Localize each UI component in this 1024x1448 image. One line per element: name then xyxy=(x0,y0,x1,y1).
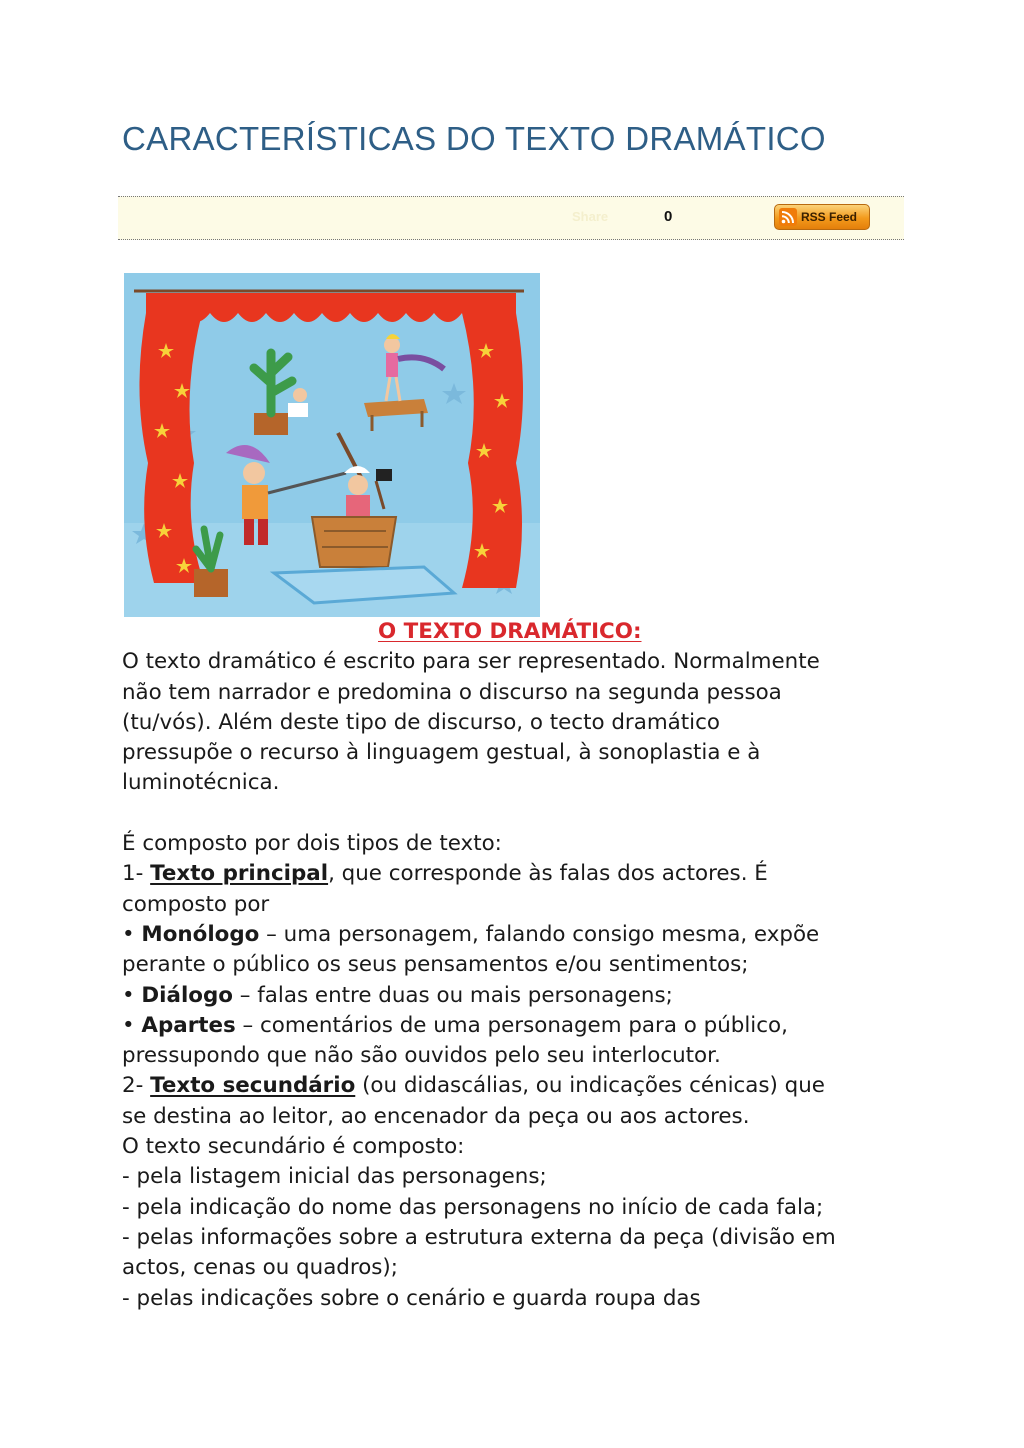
secondary-list-item: - pela indicação do nome das personagens no início de cada fala; xyxy=(122,1194,824,1220)
composition-line: É composto por dois tipos de texto: xyxy=(122,831,502,857)
rss-feed-label: RSS Feed xyxy=(801,210,858,224)
article-body xyxy=(122,617,912,1314)
theater-stage-illustration xyxy=(124,273,540,617)
bullet-dialogo xyxy=(122,981,912,1011)
share-button[interactable]: Share xyxy=(572,209,609,224)
intro-line: O texto dramático é escrito para ser representado. Normalmente xyxy=(122,649,820,675)
apartes-rest: – comentários de uma personagem para o público, xyxy=(235,1012,788,1038)
rss-feed-button[interactable] xyxy=(774,204,870,230)
item2-rest: (ou didascálias, ou indicações cénicas) que xyxy=(355,1073,825,1099)
monologo-term: Monólogo xyxy=(141,921,260,947)
texto-secundario-term: Texto secundário xyxy=(150,1073,356,1099)
dialogo-rest: – falas entre duas ou mais personagens; xyxy=(232,982,673,1008)
item1-line xyxy=(122,859,912,889)
texto-principal-term: Texto principal xyxy=(150,861,329,887)
monologo-continuation: perante o público os seus pensamentos e/ou sentimentos; xyxy=(122,952,749,978)
dialogo-term: Diálogo xyxy=(141,982,233,1008)
item1-rest: , que corresponde às falas dos actores. É xyxy=(328,861,768,887)
apartes-continuation: pressupondo que não são ouvidos pelo seu interlocutor. xyxy=(122,1043,721,1069)
bullet-glyph: • xyxy=(122,921,142,947)
bullet-glyph: • xyxy=(122,1012,142,1038)
secondary-list-item: actos, cenas ou quadros); xyxy=(122,1255,398,1281)
intro-line: pressupõe o recurso à linguagem gestual, à sonoplastia e à xyxy=(122,740,761,766)
blank-line xyxy=(122,799,912,829)
section-heading: O TEXTO DRAMÁTICO: xyxy=(378,619,642,644)
apartes-term: Apartes xyxy=(141,1012,236,1038)
monologo-rest: – uma personagem, falando consigo mesma, expõe xyxy=(259,921,820,947)
bullet-monologo xyxy=(122,920,912,950)
secondary-intro: O texto secundário é composto: xyxy=(122,1134,465,1160)
secondary-list-item: - pelas indicações sobre o cenário e guarda roupa das xyxy=(122,1285,701,1311)
item1-prefix: 1- xyxy=(122,861,151,887)
share-bar xyxy=(118,196,904,240)
rss-icon xyxy=(779,208,797,226)
item2-line xyxy=(122,1071,912,1101)
item2-continuation: se destina ao leitor, ao encenador da peça ou aos actores. xyxy=(122,1103,750,1129)
bullet-apartes xyxy=(122,1011,912,1041)
intro-line: não tem narrador e predomina o discurso na segunda pessoa xyxy=(122,679,782,705)
item1-continuation: composto por xyxy=(122,891,270,917)
item2-prefix: 2- xyxy=(122,1073,151,1099)
intro-line: (tu/vós). Além deste tipo de discurso, o tecto dramático xyxy=(122,709,720,735)
intro-line: luminotécnica. xyxy=(122,770,280,796)
page-title: CARACTERÍSTICAS DO TEXTO DRAMÁTICO xyxy=(122,120,826,157)
secondary-list-item: - pelas informações sobre a estrutura externa da peça (divisão em xyxy=(122,1224,836,1250)
share-count: 0 xyxy=(664,208,673,225)
bullet-glyph: • xyxy=(122,982,142,1008)
secondary-list-item: - pela listagem inicial das personagens; xyxy=(122,1164,547,1190)
